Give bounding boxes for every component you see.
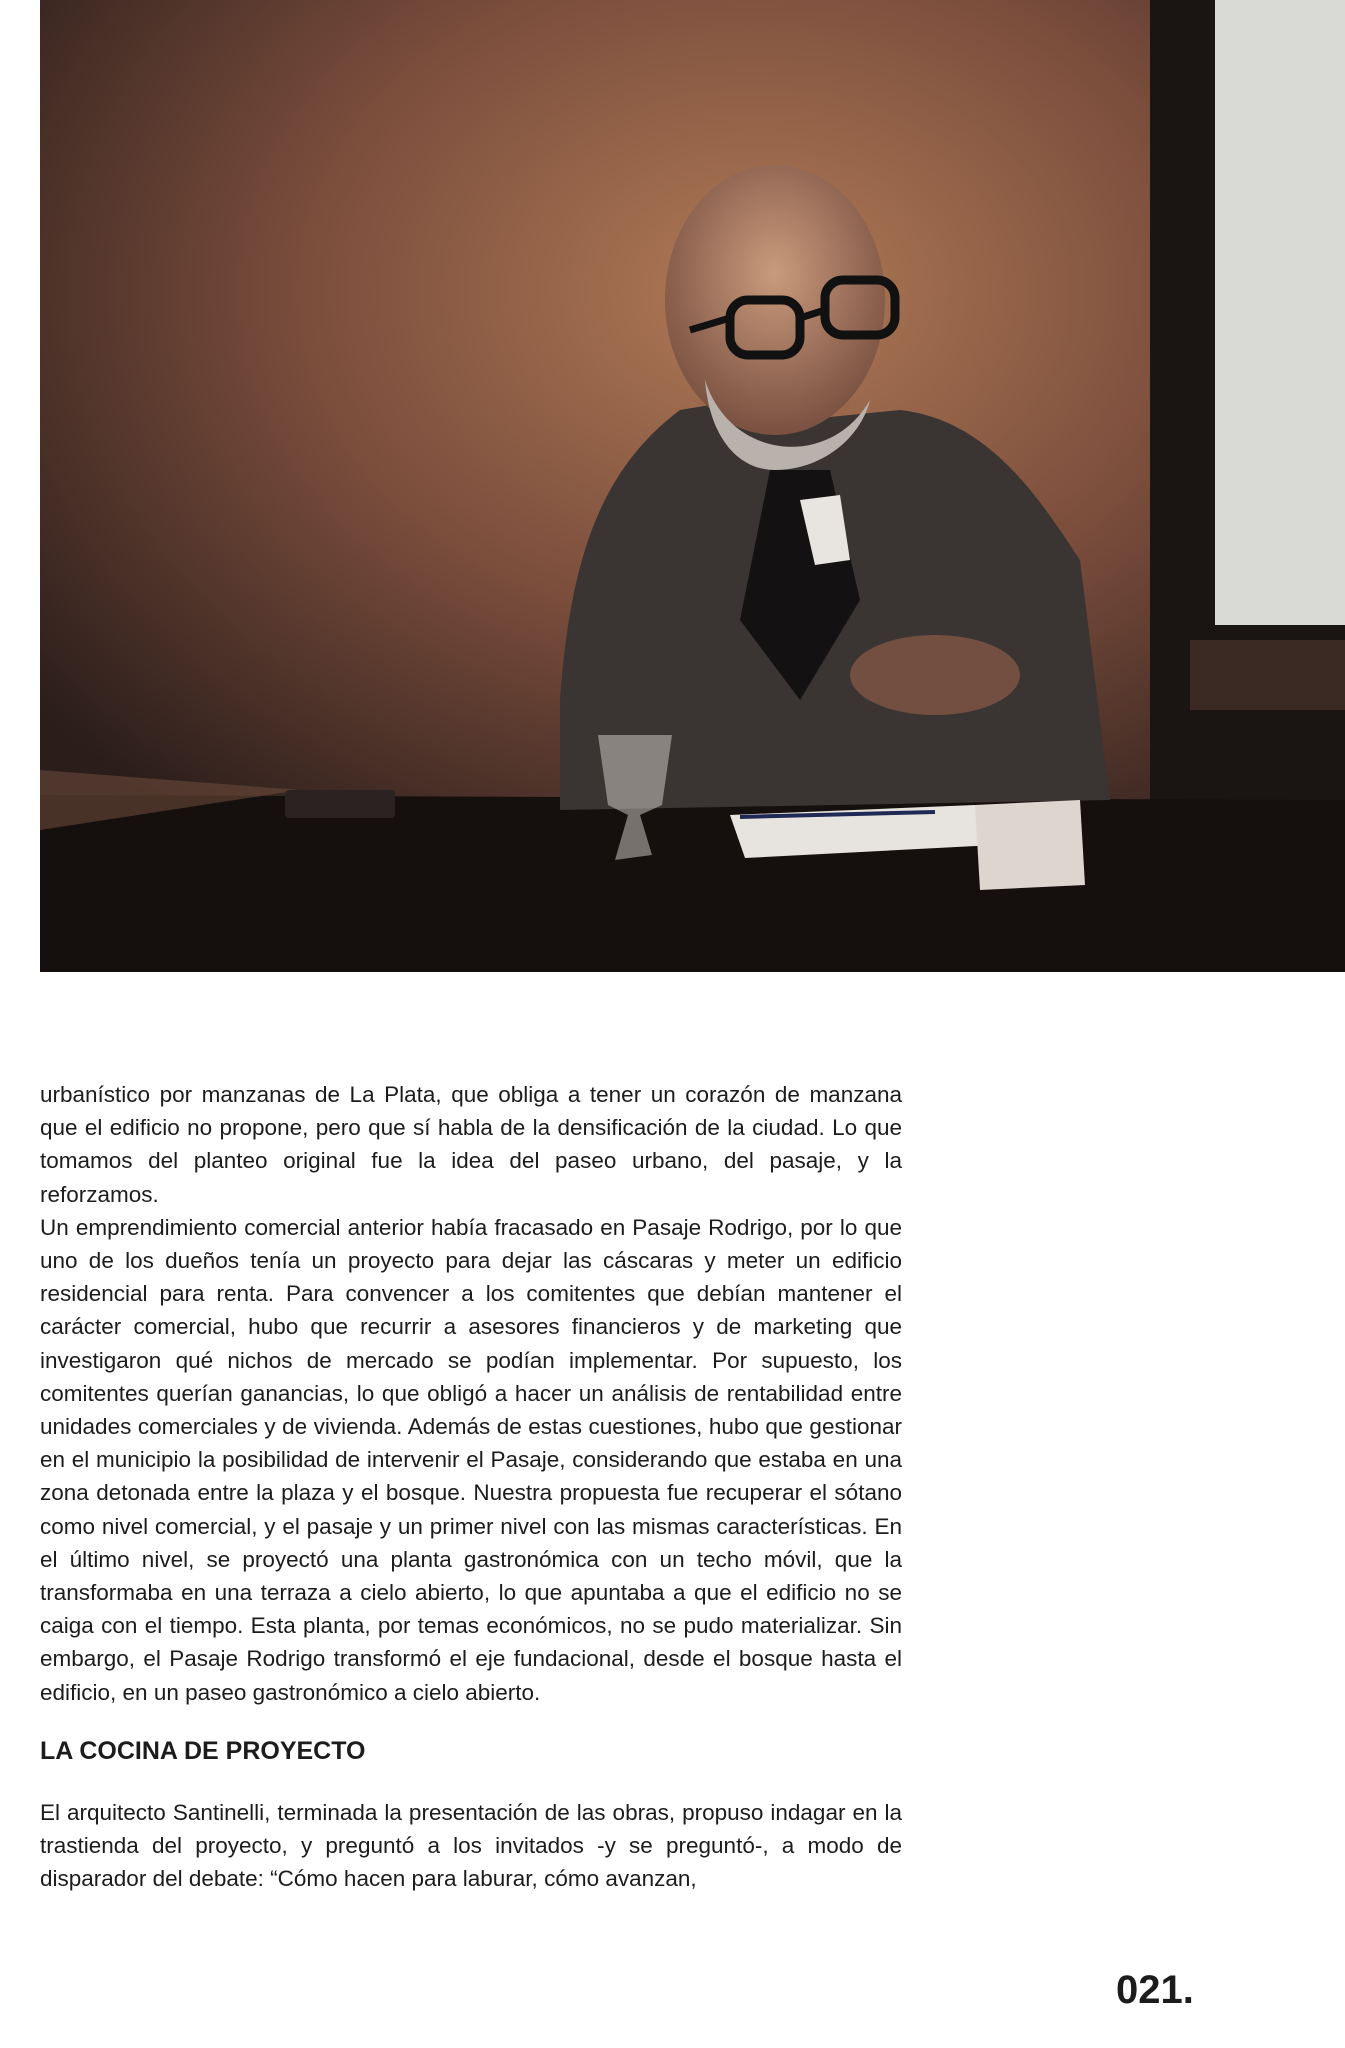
- paragraph-1: urbanístico por manzanas de La Plata, que obliga a tener un corazón de manzana que el edificio no propone, pero que sí habla de la densificación de la ciudad. Lo que tomamos del planteo original fue la idea del paseo urbano, del pasaje, y la reforzamos.: [40, 1082, 902, 1207]
- section-heading: LA COCINA DE PROYECTO: [40, 1736, 366, 1765]
- body-text: [40, 1078, 902, 1895]
- page-number: 021.: [1116, 1968, 1194, 2012]
- photo-illustration: [40, 0, 1345, 972]
- paragraph-2: Un emprendimiento comercial anterior había fracasado en Pasaje Rodrigo, por lo que uno de los dueños tenía un proyecto para dejar las cáscaras y meter un edificio residencial para renta. Para convencer a los comitentes que debían mantener el carácter comercial, hubo que recurrir a asesores financieros y de marketing que investigaron qué nichos de mercado se podían implementar. Por supuesto, los comitentes querían ganancias, lo que obligó a hacer un análisis de rentabilidad entre unidades comerciales y de vivienda. Además de estas cuestiones, hubo que gestionar en el municipio la posibilidad de intervenir el Pasaje, considerando que estaba en una zona detonada entre la plaza y el bosque. Nuestra propuesta fue recuperar el sótano como nivel comercial, y el pasaje y un primer nivel con las mismas características. En el último nivel, se proyectó una planta gastronómica con un techo móvil, que la transformaba en una terraza a cielo abierto, lo que apuntaba a que el edificio no se caiga con el tiempo. Esta planta, por temas económicos, no se pudo materializar. Sin embargo, el Pasaje Rodrigo transformó el eje fundacional, desde el bosque hasta el edificio, en un paseo gastronómico a cielo abierto.: [40, 1214, 902, 1705]
- speaker-photo: [40, 0, 1345, 972]
- paragraph-3: El arquitecto Santinelli, terminada la presentación de las obras, propuso indagar en la trastienda del proyecto, y preguntó a los invitados -y se preguntó-, a modo de disparador del debate: “Cómo hacen para laburar, cómo avanzan,: [40, 1799, 902, 1892]
